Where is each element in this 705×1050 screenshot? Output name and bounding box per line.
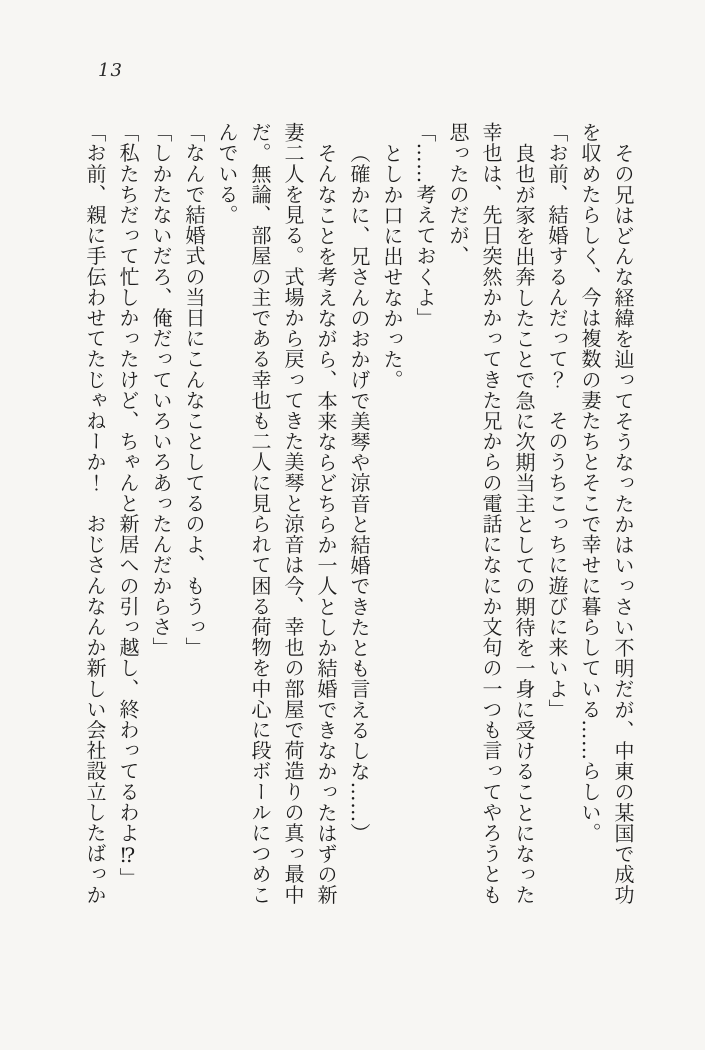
text-line: としか口に出せなかった。 [380, 143, 404, 391]
text-line: 「私たちだって忙しかったけど、ちゃんと新居への引っ越し、終わってるわよ⁉」 [116, 122, 140, 889]
text-line: 良也が家を出奔したことで急に次期当主としての期待を一身に受けることになった [512, 143, 536, 906]
text-line: 「なんで結婚式の当日にこんなことしてるのよ、もうっ」 [182, 122, 206, 658]
text-line: 妻二人を見る。式場から戻ってきた美琴と涼音は今、幸也の部屋で荷造りの真っ最中 [281, 122, 305, 905]
text-line: 「お前、結婚するんだって？ そのうちこっちに遊びに来いよ」 [545, 122, 569, 720]
text-line: んでいる。 [215, 122, 239, 225]
text-line: だ。無論、部屋の主である幸也も二人に見られて困る荷物を中心に段ボールにつめこ [248, 122, 272, 905]
text-line: そんなことを考えながら、本来ならどちらか一人としか結婚できなかったはずの新 [314, 143, 338, 906]
text-line: 「……考えておくよ」 [413, 122, 437, 328]
text-line: その兄はどんな経緯を辿ってそうなったかはいっさい不明だが、中東の某国で成功 [611, 143, 635, 906]
text-line: 幸也は、先日突然かかってきた兄からの電話になにか文句の一つも言ってやろうとも [479, 122, 503, 905]
text-line: 「しかたないだろ、俺だっていろいろあったんだからさ」 [149, 122, 173, 658]
text-line: を収めたらしく、今は複数の妻たちとそこで幸せに暮らしている……らしい。 [578, 122, 602, 843]
page-text [78, 122, 639, 922]
text-line: 「お前、親に手伝わせてたじゃねーか！ おじさんなんか新しい会社設立したばっか [83, 122, 107, 905]
text-line: （確かに、兄さんのおかげで美琴や涼音と結婚できたとも言えるしな……） [347, 143, 371, 844]
page-number: 13 [98, 60, 123, 81]
text-line: 思ったのだが、 [446, 122, 470, 267]
